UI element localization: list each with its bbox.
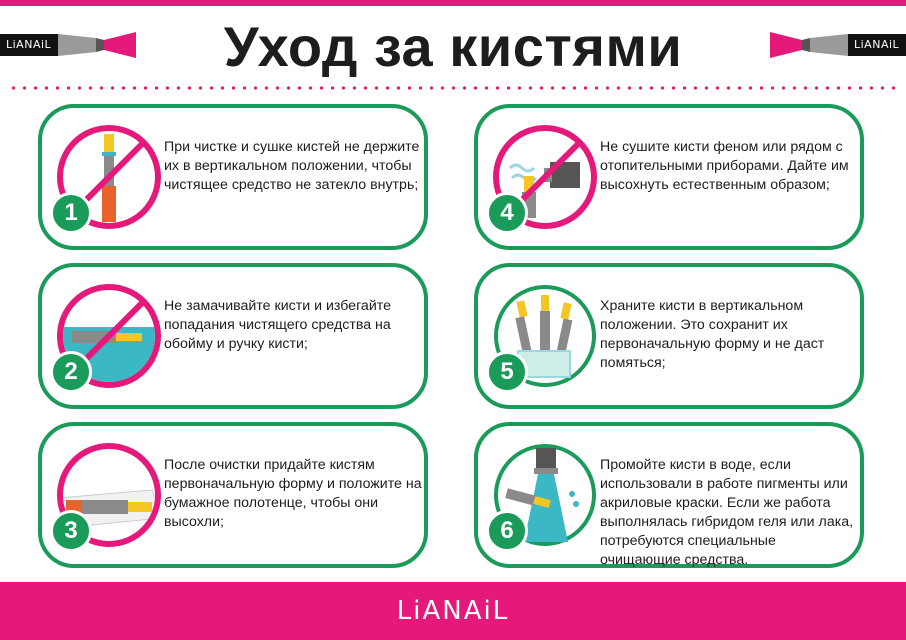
tip-text: При чистке и сушке кистей не держите их в вертикальном положении, чтобы чистящее средство не затекло внутрь; — [164, 139, 420, 193]
brush-logo-left-label: LiANAiL — [6, 38, 52, 51]
brush-logo-right-label: LiANAiL — [854, 38, 900, 51]
tip-card-5 — [474, 263, 864, 409]
tip-card-4 — [474, 104, 864, 250]
tip-text: Промойте кисти в воде, если использовали в работе пигменты или акриловые краски. Если же работа выполнялась гибридом геля или лака, потребуются специальные очищающие средства. — [600, 457, 854, 568]
tip-card-6 — [474, 422, 864, 568]
step-number-badge: 4 — [486, 192, 528, 234]
step-number-badge: 6 — [486, 510, 528, 552]
step-number-badge: 3 — [50, 510, 92, 552]
tip-card-1 — [38, 104, 428, 250]
footer-bar — [0, 582, 906, 640]
step-number-badge: 1 — [50, 192, 92, 234]
step-number-badge: 2 — [50, 351, 92, 393]
tip-card-2 — [38, 263, 428, 409]
tip-text: Не замачивайте кисти и избегайте попадания чистящего средства на обойму и ручку кисти; — [164, 298, 391, 352]
tip-text: После очистки придайте кистям первоначальную форму и положите на бумажное полотенце, чтобы они высохли; — [164, 457, 422, 530]
top-accent-bar — [0, 0, 906, 6]
tip-text: Храните кисти в вертикальном положении. Это сохранит их первоначальную форму и не даст помяться; — [600, 298, 825, 371]
tip-card-3 — [38, 422, 428, 568]
page-title: Уход за кистями — [223, 15, 683, 78]
dotted-divider — [8, 86, 898, 90]
step-number-badge: 5 — [486, 351, 528, 393]
footer-brand-logo: LiANAiL — [396, 596, 510, 626]
tip-text: Не сушите кисти феном или рядом с отопительными приборами. Дайте им высохнуть естественным образом; — [600, 139, 849, 193]
